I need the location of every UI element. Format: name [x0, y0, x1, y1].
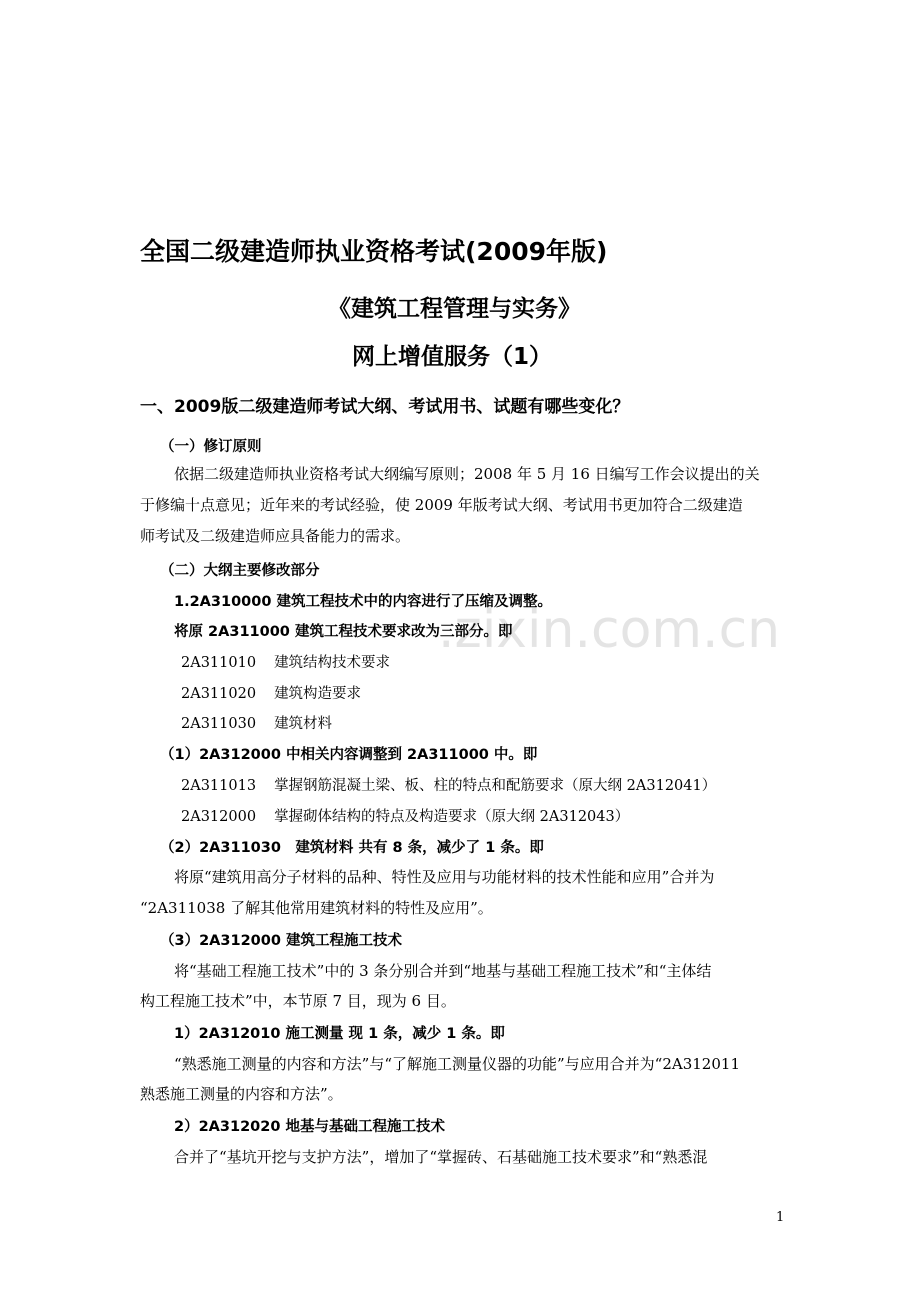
code-number: 2A311013: [181, 778, 257, 794]
paragraph-line: 师考试及二级建造师应具备能力的需求。: [140, 527, 411, 545]
code-text: 掌握砌体结构的特点及构造要求（原大纲 2A312043）: [274, 809, 630, 825]
code-number: 2A312000: [181, 809, 257, 825]
subpoint-2-heading: 2）2A312020 地基与基础工程施工技术: [174, 1119, 445, 1135]
code-number: 2A311010: [181, 655, 257, 671]
paragraph-line: “熟悉施工测量的内容和方法”与“了解施工测量仪器的功能”与应用合并为“2A312011: [174, 1055, 740, 1073]
section-1-heading: 一、2009版二级建造师考试大纲、考试用书、试题有哪些变化？: [140, 397, 630, 417]
code-entry: [181, 651, 390, 672]
title-line-1: 全国二级建造师执业资格考试(2009年版): [140, 237, 608, 266]
paragraph-line: 将“基础工程施工技术”中的 3 条分别合并到“地基与基础工程施工技术”和“主体结: [174, 962, 712, 980]
point-2-heading: （2）2A311030 建筑材料 共有 8 条，减少了 1 条。即: [160, 840, 544, 856]
subsection-1-heading: （一）修订原则: [160, 439, 262, 455]
watermark: .zixin.com.cn: [438, 600, 781, 660]
title-line-3: 网上增值服务（1）: [352, 344, 553, 370]
paragraph-line: 于修编十点意见；近年来的考试经验，使 2009 年版考试大纲、考试用书更加符合二级建造: [140, 496, 743, 514]
paragraph-line: 将原“建筑用高分子材料的品种、特性及应用与功能材料的技术性能和应用”合并为: [174, 868, 715, 886]
title-line-2: 《建筑工程管理与实务》: [328, 296, 581, 322]
subsection-2-heading: （二）大纲主要修改部分: [160, 563, 320, 579]
paragraph-line: 合并了“基坑开挖与支护方法”，增加了“掌握砖、石基础施工技术要求”和“熟悉混: [174, 1148, 708, 1166]
point-1-heading: （1）2A312000 中相关内容调整到 2A311000 中。即: [160, 747, 538, 763]
paragraph-line: “2A311038 了解其他常用建筑材料的特性及应用”。: [140, 899, 493, 917]
code-entry: [181, 712, 332, 733]
code-text: 建筑材料: [274, 716, 333, 732]
item-1-line: 将原 2A311000 建筑工程技术要求改为三部分。即: [174, 624, 513, 640]
subpoint-1-heading: 1）2A312010 施工测量 现 1 条，减少 1 条。即: [174, 1026, 505, 1042]
code-entry: [181, 805, 629, 826]
code-number: 2A311020: [181, 686, 257, 702]
paragraph-line: 构工程施工技术”中，本节原 7 目，现为 6 目。: [140, 992, 456, 1010]
code-text: 建筑构造要求: [274, 686, 362, 702]
paragraph-line: 熟悉施工测量的内容和方法”。: [140, 1085, 343, 1103]
point-3-heading: （3）2A312000 建筑工程施工技术: [160, 933, 402, 949]
page-number: 1: [776, 1210, 785, 1225]
code-text: 掌握钢筋混凝土梁、板、柱的特点和配筋要求（原大纲 2A312041）: [274, 778, 717, 794]
code-number: 2A311030: [181, 716, 257, 732]
paragraph-line: 依据二级建造师执业资格考试大纲编写原则；2008 年 5 月 16 日编写工作会议提出的关: [174, 465, 760, 483]
item-1-heading: 1.2A310000 建筑工程技术中的内容进行了压缩及调整。: [174, 594, 552, 610]
code-text: 建筑结构技术要求: [274, 655, 391, 671]
code-entry: [181, 682, 361, 703]
code-entry: [181, 774, 716, 795]
